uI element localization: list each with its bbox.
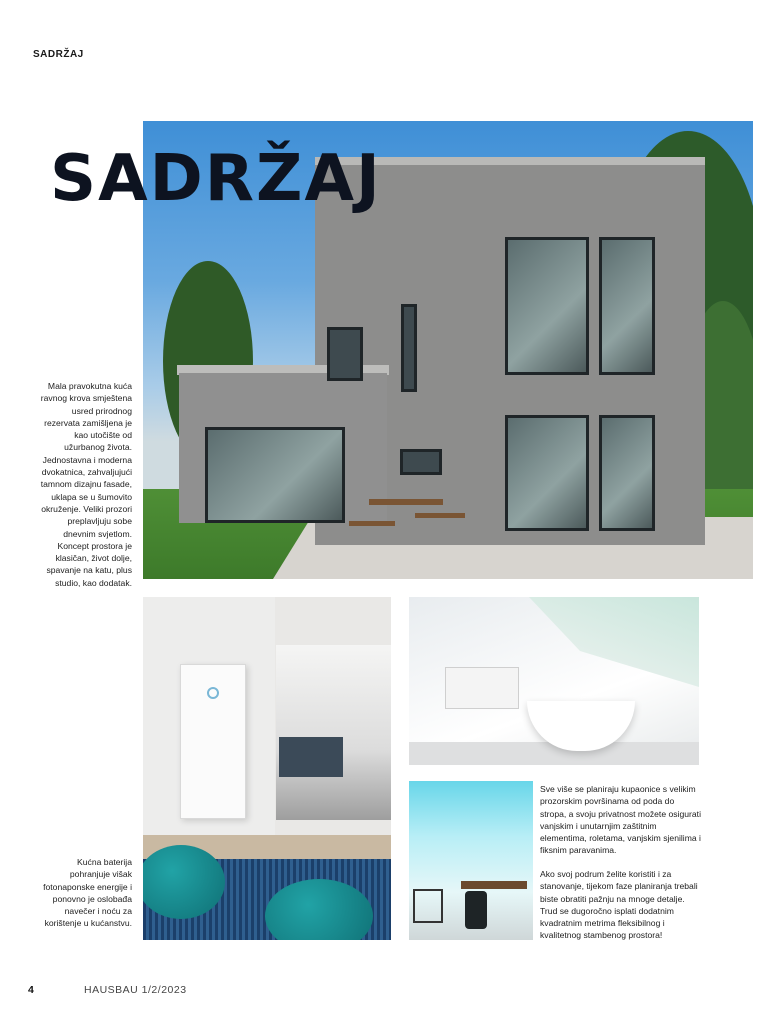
battery-caption: Kućna baterija pohranjuje višak fotonaponske energije i ponovno je oslobađa navečer i noću za korištenje u kućanstvu. <box>43 857 132 929</box>
page-title: SADRŽAJ <box>50 142 382 216</box>
basement-caption: Ako svoj podrum želite koristiti i za stanovanje, tijekom faze planiranja trebali biste obratiti pažnju na mnoge detalje. Trud se dugoročno isplati dodatnim kvadratnim metrima fleksibilnog i kvalitetnog stambenog prostora! <box>540 869 698 941</box>
basement-office-photo <box>409 781 533 940</box>
bathroom-caption: Sve više se planiraju kupaonice s velikim prozorskim površinama od poda do stropa, a svoju privatnost možete osigurati vanjskim i unutarnjim zaštitnim elementima, roletama, vanjskim sjenilima i fiksnim paravanima. <box>540 784 701 856</box>
home-battery-unit <box>180 664 246 819</box>
section-label: SADRŽAJ <box>33 49 84 60</box>
hero-caption: Mala pravokutna kuća ravnog krova smještena usred prirodnog rezervata zamišljena je kao utočište od užurbanog života. Jednostavna i moderna dvokatnica, zahvaljujući tamnom dizajnu fasade, uklapa se u šumovito okruženje. Veliki prozori preplavljuju sobe dnevnim svjetlom. Koncept prostora je klasičan, život dolje, spavanje na katu, plus studio, kao dodatak. <box>40 381 132 588</box>
home-battery-photo <box>143 597 391 940</box>
page-number: 4 <box>28 984 34 996</box>
magazine-issue: HAUSBAU 1/2/2023 <box>84 984 187 996</box>
bathroom-photo <box>409 597 699 765</box>
